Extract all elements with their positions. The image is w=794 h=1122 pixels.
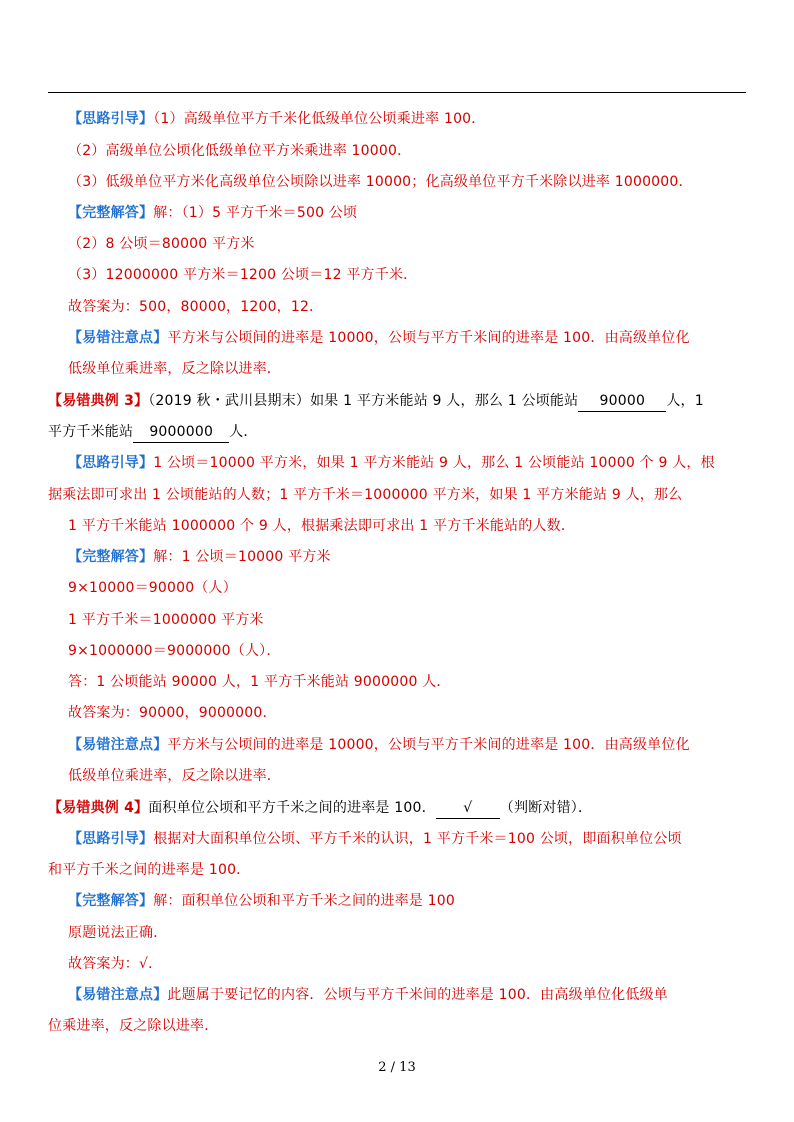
page-number: 2 / 13 <box>378 1060 416 1075</box>
example-3-question-line-1 <box>48 391 704 412</box>
example-3-solution-line-4: 9×1000000＝9000000（人）． <box>68 643 281 659</box>
example-4-note-line-1 <box>68 985 668 1005</box>
note-line-2: 低级单位乘进率，反之除以进率． <box>68 361 281 377</box>
example-3-solution-line-5: 答：1 公顷能站 90000 人，1 平方千米能站 9000000 人． <box>68 674 451 690</box>
example-4-question-line <box>48 798 592 819</box>
example-3-solution-line-2: 9×10000＝90000（人） <box>68 580 237 596</box>
hint-text: （1）高级单位平方千米化低级单位公顷乘进率 100． <box>153 111 486 127</box>
solution-line-3: （3）12000000 平方米＝1200 公顷＝12 平方千米． <box>68 267 418 283</box>
example-4-question-text-2: （判断对错）． <box>499 800 593 816</box>
solution-text: 解：1 公顷＝10000 平方米 <box>153 549 331 565</box>
example-4-question-text: 面积单位公顷和平方千米之间的进率是 100． <box>148 800 436 816</box>
hint-text: 1 公顷＝10000 平方米，如果 1 平方米能站 9 人，那么 1 公顷能站 10000 个 9 人，根 <box>153 455 715 471</box>
solution-line-1 <box>68 203 357 223</box>
example-4-tag: 【易错典例 4】 <box>48 800 149 816</box>
header-rule <box>48 92 746 93</box>
solution-tag: 【完整解答】 <box>68 549 154 565</box>
hint-line-3: （3）低级单位平方米化高级单位公顷除以进率 10000；化高级单位平方千米除以进率 1000000． <box>68 174 693 190</box>
example-4-solution-line-2: 原题说法正确． <box>68 925 168 941</box>
solution-line-2: （2）8 公顷＝80000 平方米 <box>68 236 255 252</box>
example-3-hint-line-3: 1 平方千米能站 1000000 个 9 人，根据乘法即可求出 1 平方千米能站的人数． <box>68 518 576 534</box>
example-3-answer-line: 故答案为：90000，9000000． <box>68 705 277 721</box>
example-3-hint-line-2: 据乘法即可求出 1 公顷能站的人数；1 平方千米＝1000000 平方米，如果 1 平方米能站 9 人，那么 <box>48 487 683 503</box>
example-4-note-line-2: 位乘进率，反之除以进率． <box>48 1018 219 1034</box>
example-3-question-text-4: 人． <box>229 424 258 440</box>
example-3-solution-line-1 <box>68 547 331 567</box>
example-3-hint-line-1 <box>68 453 715 473</box>
solution-tag: 【完整解答】 <box>68 893 154 909</box>
hint-line-1 <box>68 109 485 129</box>
hint-tag: 【思路引导】 <box>68 455 154 471</box>
example-4-hint-line-2: 和平方千米之间的进率是 100． <box>48 862 251 878</box>
solution-text: 解：（1）5 平方千米＝500 公顷 <box>153 205 358 221</box>
note-tag: 【易错注意点】 <box>68 987 168 1003</box>
example-3-answer-blank-1: 90000 <box>578 391 666 412</box>
note-text: 平方米与公顷间的进率是 10000，公顷与平方千米间的进率是 100．由高级单位化 <box>167 330 690 346</box>
example-3-solution-line-3: 1 平方千米＝1000000 平方米 <box>68 612 264 628</box>
example-3-note-line-2: 低级单位乘进率，反之除以进率． <box>68 768 281 784</box>
note-text: 此题属于要记忆的内容．公顷与平方千米间的进率是 100．由高级单位化低级单 <box>167 987 668 1003</box>
example-3-tag: 【易错典例 3】 <box>48 393 149 409</box>
note-line-1 <box>68 328 690 348</box>
example-3-note-line-1 <box>68 735 690 755</box>
example-3-question-line-2 <box>48 422 258 443</box>
answer-line: 故答案为：500，80000，1200，12． <box>68 299 324 315</box>
example-4-answer-line: 故答案为：√． <box>68 956 163 972</box>
hint-line-2: （2）高级单位公顷化低级单位平方米乘进率 10000． <box>68 143 412 159</box>
example-3-question-text: （2019 秋・武川县期末）如果 1 平方米能站 9 人，那么 1 公顷能站 <box>148 393 579 409</box>
note-tag: 【易错注意点】 <box>68 330 168 346</box>
solution-tag: 【完整解答】 <box>68 205 154 221</box>
example-4-hint-line-1 <box>68 829 682 849</box>
hint-tag: 【思路引导】 <box>68 111 154 127</box>
hint-text: 根据对大面积单位公顷、平方千米的认识，1 平方千米＝100 公顷，即面积单位公顷 <box>153 831 682 847</box>
example-4-solution-line-1 <box>68 891 455 911</box>
solution-text: 解：面积单位公顷和平方千米之间的进率是 100 <box>153 893 455 909</box>
note-text: 平方米与公顷间的进率是 10000，公顷与平方千米间的进率是 100．由高级单位化 <box>167 737 690 753</box>
example-3-answer-blank-2: 9000000 <box>133 422 229 443</box>
note-tag: 【易错注意点】 <box>68 737 168 753</box>
example-4-answer-blank: √ <box>436 798 500 819</box>
hint-tag: 【思路引导】 <box>68 831 154 847</box>
example-3-question-text-2: 人，1 <box>666 393 704 409</box>
example-3-question-text-3: 平方千米能站 <box>48 424 134 440</box>
